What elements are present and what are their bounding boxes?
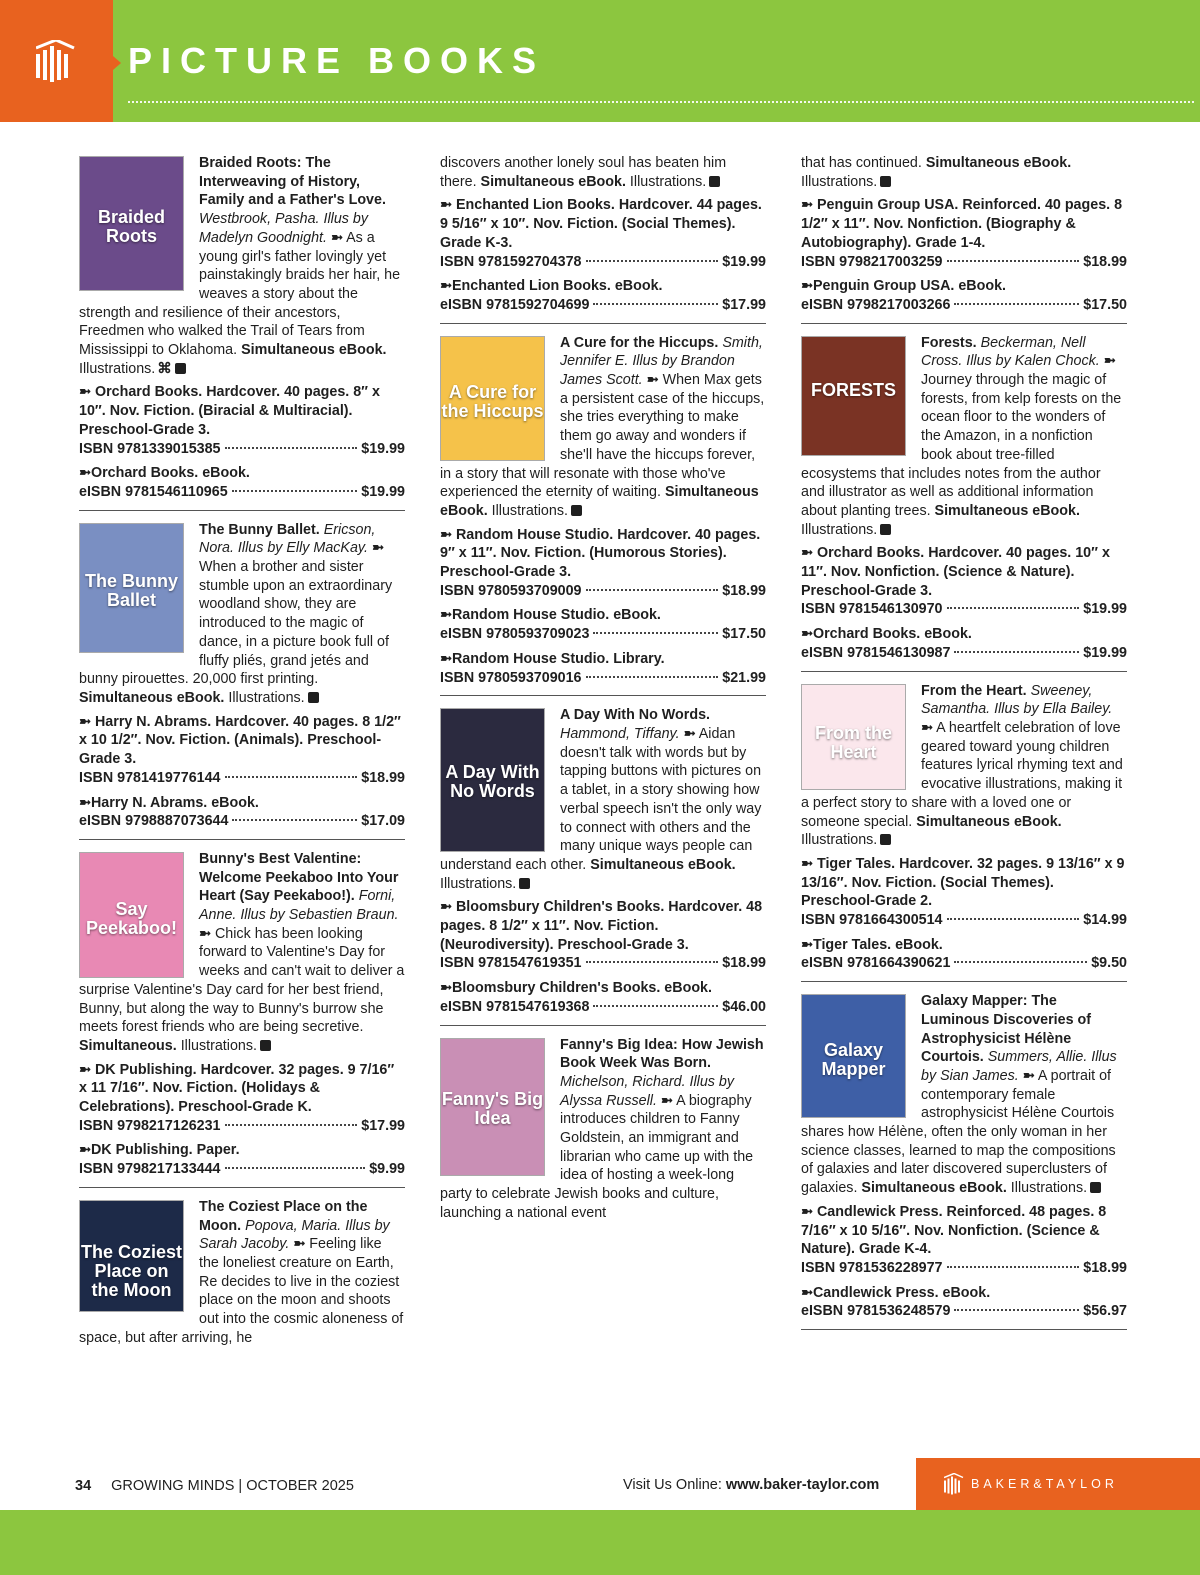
simultaneous-label: Simultaneous eBook.	[861, 1180, 1007, 1197]
arrow-icon: ➼	[921, 719, 933, 736]
dot-leader	[954, 961, 1087, 963]
dot-leader	[954, 303, 1079, 305]
illustrations-icon	[709, 176, 720, 187]
price: $18.99	[361, 769, 405, 786]
dot-leader	[593, 1005, 718, 1007]
book-title[interactable]: Galaxy Mapper: The Luminous Discoveries of Astrophysicist Hélène Courtois.	[921, 993, 1092, 1066]
book-title[interactable]: The Bunny Ballet.	[199, 521, 320, 538]
price: $17.50	[1083, 296, 1127, 313]
book-title[interactable]: From the Heart.	[921, 682, 1027, 699]
format-line	[801, 544, 1127, 600]
illustrations-label: Illustrations.	[801, 832, 878, 849]
price: $18.99	[1083, 253, 1127, 270]
dot-leader	[954, 1309, 1079, 1311]
description-lead: A portrait of	[1037, 1067, 1112, 1084]
arrow-icon: ➼	[660, 1092, 673, 1109]
format-line	[79, 383, 405, 439]
arrow-icon: ➼	[79, 713, 91, 730]
format-line	[79, 1141, 405, 1160]
cover-title: Say Peekaboo!	[85, 899, 178, 939]
isbn: eISBN 9798887073644	[79, 813, 229, 830]
illustrations-icon	[175, 363, 186, 374]
book-author: Hammond, Tiffany.	[560, 725, 680, 742]
arrow-icon: ➼	[440, 526, 452, 543]
format-line	[79, 794, 405, 813]
continued-text	[801, 154, 1127, 191]
format-text: Penguin Group USA. eBook.	[812, 278, 1006, 295]
isbn-row[interactable]	[440, 998, 766, 1017]
isbn-row[interactable]	[79, 1160, 405, 1179]
arrow-icon: ➼	[440, 650, 452, 667]
book-entry	[440, 334, 766, 697]
dot-leader	[586, 676, 719, 678]
description-text: doesn't talk with words but by tapping buttons with pictures on a tablet, in a story showing how verbal speech isn't the only way to connect with others and the many unique ways people can understand each other.	[440, 744, 762, 873]
format-line	[801, 855, 1127, 911]
arrow-icon: ➼	[1103, 353, 1116, 370]
isbn-row[interactable]	[79, 812, 405, 831]
section-title: PICTURE BOOKS	[128, 40, 546, 81]
dot-leader	[947, 918, 1080, 920]
illustrations-label: Illustrations.	[79, 360, 156, 377]
price: $17.99	[361, 1117, 405, 1134]
format-text: Harry N. Abrams. eBook.	[90, 794, 259, 811]
arrow-icon: ➼	[199, 925, 211, 942]
isbn-row[interactable]	[440, 296, 766, 315]
format-text: Random House Studio. Library.	[451, 650, 665, 667]
illustrations-label: Illustrations.	[1010, 1180, 1088, 1197]
cover-title: From the Heart	[814, 723, 892, 763]
book-cover[interactable]	[440, 1038, 545, 1176]
dot-leader	[225, 776, 358, 778]
brand-logo	[0, 0, 113, 122]
cover-title: FORESTS	[810, 380, 896, 401]
isbn: eISBN 9781592704699	[440, 296, 590, 313]
isbn-row[interactable]	[440, 253, 766, 272]
arrow-icon: ➼	[801, 936, 813, 953]
price: $18.99	[722, 955, 766, 972]
price: $19.99	[361, 440, 405, 457]
illustrations-icon	[880, 176, 891, 187]
book-cover[interactable]	[79, 156, 184, 291]
illustrations-label: Illustrations.	[491, 502, 568, 519]
continued-entry	[801, 154, 1127, 324]
format-line	[801, 277, 1127, 296]
price: $17.50	[722, 626, 766, 643]
footer-publication	[75, 1478, 354, 1494]
dot-leader	[225, 447, 358, 449]
description-lead: When Max gets a persistent	[560, 372, 762, 407]
isbn-row[interactable]	[440, 954, 766, 973]
price: $9.99	[369, 1161, 405, 1178]
isbn: ISBN 9781339015385	[79, 440, 221, 457]
footer-bar	[0, 1510, 1200, 1575]
continued-entry	[440, 154, 766, 324]
format-text: Harry N. Abrams. Hardcover. 40 pages. 8 1/2″ x 10 1/2″. Nov. Fiction. (Animals). Preschool-Grade 3.	[79, 713, 401, 768]
format-line	[801, 1203, 1127, 1259]
format-text: Bloomsbury Children's Books. Hardcover. 48 pages. 8 1/2″ x 11″. Nov. Fiction. (Neurodiversity). Preschool-Grade 3.	[440, 899, 763, 953]
simultaneous-label: Simultaneous eBook.	[934, 502, 1080, 519]
cover-title: Fanny's Big Idea	[441, 1089, 544, 1129]
isbn: eISBN 9781664390621	[801, 955, 951, 972]
book-author: Ericson, Nora. Illus by Elly MacKay.	[199, 521, 376, 557]
columns-logo-icon	[944, 1473, 964, 1495]
dot-leader	[947, 260, 1080, 262]
description-text: the loneliest creature on Earth, Re decides to live in the coziest place on the moon and shoots out into the cosmic aloneness of space, but after arriving, he	[79, 1254, 404, 1346]
publication-name: GROWING MINDS | OCTOBER 2025	[111, 1478, 354, 1494]
illustrations-icon	[880, 524, 891, 535]
isbn: eISBN 9781546130987	[801, 644, 951, 661]
isbn-row[interactable]	[79, 1117, 405, 1136]
book-cover[interactable]	[79, 852, 184, 978]
book-entry	[801, 682, 1127, 983]
isbn: ISBN 9781536228977	[801, 1259, 943, 1276]
dot-leader	[593, 632, 718, 634]
arrow-icon: ➼	[371, 540, 384, 557]
price: $56.97	[1083, 1303, 1127, 1320]
isbn: ISBN 9781547619351	[440, 955, 582, 972]
arrow-icon: ➼	[79, 1061, 91, 1078]
book-entry	[440, 1036, 766, 1231]
arrow-icon: ➼	[801, 197, 813, 214]
column-1	[79, 154, 405, 1365]
isbn: ISBN 9781664300514	[801, 912, 943, 929]
format-line	[79, 1061, 405, 1117]
isbn-row[interactable]	[79, 769, 405, 788]
book-entry	[440, 706, 766, 1025]
price: $17.09	[361, 813, 405, 830]
dot-leader	[947, 607, 1080, 609]
illustrations-label: Illustrations.	[180, 1037, 257, 1054]
book-cover[interactable]	[440, 708, 545, 852]
simultaneous-label: Simultaneous.	[79, 1037, 177, 1054]
format-text: Enchanted Lion Books. eBook.	[451, 278, 663, 295]
format-text: Random House Studio. eBook.	[451, 607, 661, 624]
illustrations-label: Illustrations.	[801, 521, 878, 538]
illustrations-label: Illustrations.	[228, 689, 305, 706]
dot-leader	[586, 260, 719, 262]
arrow-icon: ➼	[440, 278, 452, 295]
book-author: Smith, Jennifer E. Illus by Brandon James Scott.	[560, 334, 763, 389]
format-text: Orchard Books. Hardcover. 40 pages. 8″ x 10″. Nov. Fiction. (Biracial & Multiracial). Preschool-Grade 3.	[79, 384, 380, 438]
book-title[interactable]: Bunny's Best Valentine: Welcome Peekaboo Into Your Heart (Say Peekaboo!).	[199, 850, 399, 905]
arrow-icon: ➼	[801, 626, 813, 643]
format-text: Tiger Tales. eBook.	[812, 936, 943, 953]
format-text: Random House Studio. Hardcover. 40 pages. 9″ x 11″. Nov. Fiction. (Humorous Stories). Preschool-Grade 3.	[440, 526, 761, 581]
format-line	[801, 936, 1127, 955]
simultaneous-label: Simultaneous eBook.	[79, 689, 225, 706]
description-lead: A heartfelt celebration of	[936, 719, 1091, 736]
book-title[interactable]: A Cure for the Hiccups.	[560, 334, 719, 351]
arrow-icon: ➼	[79, 465, 91, 482]
book-title[interactable]: A Day With No Words.	[560, 707, 710, 724]
arrow-icon: ➼	[79, 1142, 91, 1159]
isbn-row[interactable]	[79, 483, 405, 502]
format-line	[440, 898, 766, 954]
description-text: love geared toward young children features lyrical rhyming text and evocative illustrations, making it a perfect story to share with a loved one or someone special.	[801, 719, 1123, 830]
dot-leader	[232, 490, 358, 492]
format-line	[79, 713, 405, 769]
illustrations-icon	[571, 505, 582, 516]
format-text: DK Publishing. Hardcover. 32 pages. 9 7/16″ x 11 7/16″. Nov. Fiction. (Holidays & Celebrations). Preschool-Grade K.	[79, 1061, 395, 1116]
book-entry	[79, 1198, 405, 1356]
column-3	[801, 154, 1127, 1340]
isbn: ISBN 9798217003259	[801, 253, 943, 270]
simultaneous-label: Simultaneous eBook.	[241, 342, 387, 359]
header-divider	[128, 101, 1194, 103]
isbn-row[interactable]	[801, 911, 1127, 930]
arrow-icon: ➼	[79, 384, 91, 401]
book-entry	[801, 992, 1127, 1330]
dot-leader	[586, 961, 719, 963]
price: $21.99	[722, 669, 766, 686]
dot-leader	[954, 651, 1079, 653]
isbn-row[interactable]	[801, 296, 1127, 315]
isbn: ISBN 9780593709009	[440, 582, 582, 599]
isbn: ISBN 9781592704378	[440, 253, 582, 270]
book-entry	[801, 334, 1127, 672]
isbn: ISBN 9798217126231	[79, 1117, 221, 1134]
description-text: children to Fanny Goldstein, an immigrant and librarian who came up with the idea of hosting a week-long party to celebrate Jewish books and culture, launching a national event	[440, 1111, 754, 1221]
isbn-row[interactable]	[801, 1302, 1127, 1321]
format-line	[801, 196, 1127, 252]
isbn-row[interactable]	[440, 582, 766, 601]
arrow-icon: ➼	[683, 725, 696, 742]
book-cover[interactable]	[440, 336, 545, 461]
description-lead: A biography introduces	[560, 1092, 752, 1128]
book-title[interactable]: Forests.	[921, 334, 977, 351]
column-2	[440, 154, 766, 1241]
dot-leader	[586, 589, 719, 591]
book-cover[interactable]	[801, 336, 906, 456]
website-link[interactable]: www.baker-taylor.com	[725, 1477, 880, 1493]
format-line	[440, 277, 766, 296]
price: $46.00	[722, 998, 766, 1015]
book-author: Popova, Maria. Illus by Sarah Jacoby.	[199, 1217, 390, 1253]
isbn: eISBN 9780593709023	[440, 626, 590, 643]
cover-title: A Cure for the Hiccups	[441, 382, 544, 422]
arrow-icon: ➼	[440, 197, 452, 214]
format-line	[440, 196, 766, 252]
description-lead: When a brother and sister	[199, 559, 364, 576]
book-entry	[79, 521, 405, 840]
isbn-row[interactable]	[801, 954, 1127, 973]
description-lead: Feeling like	[309, 1236, 382, 1253]
description-lead: Aidan	[698, 725, 736, 742]
continued-text	[440, 154, 766, 191]
isbn-row[interactable]	[801, 600, 1127, 619]
arrow-icon: ➼	[1022, 1067, 1035, 1084]
illustrations-icon	[260, 1040, 271, 1051]
cover-title: Galaxy Mapper	[821, 1040, 886, 1080]
description-text: of forests, from kelp forests on the ocean floor to the wonders of the Amazon, in a nonfiction book about tree-filled ecosystems that includes notes from the author and illustrator as well as additional information about planting trees.	[801, 372, 1122, 519]
format-text: DK Publishing. Paper.	[90, 1142, 240, 1159]
book-author: Forni, Anne. Illus by Sebastien Braun.	[199, 888, 399, 924]
book-author: Michelson, Richard. Illus by Alyssa Russell.	[560, 1073, 735, 1109]
price: $19.99	[1083, 644, 1127, 661]
arrow-icon: ➼	[801, 545, 813, 562]
footer-visit	[623, 1477, 879, 1493]
price: $14.99	[1083, 912, 1127, 929]
arrow-icon: ➼	[801, 278, 813, 295]
description-lead: Journey through the magic	[921, 372, 1091, 389]
illustrations-icon	[1090, 1182, 1101, 1193]
format-line	[79, 464, 405, 483]
isbn: ISBN 9781546130970	[801, 601, 943, 618]
arrow-icon: ➼	[646, 372, 659, 389]
columns-logo-icon	[36, 40, 76, 82]
description-text: discovers another lonely soul has beaten him there.	[440, 155, 727, 190]
description-text: stumble upon an extraordinary woodland show, they are introduced to the magic of dance, in a picture book full of fluffy pliés, grand jetés and bunny pirouettes. 20,000 first printing.	[79, 577, 393, 688]
illustrations-icon	[308, 692, 319, 703]
isbn-row[interactable]	[801, 253, 1127, 272]
arrow-icon: ➼	[293, 1236, 306, 1253]
illustrations-icon	[880, 834, 891, 845]
description-text: young girl's father lovingly yet painstakingly braids her hair, he weaves a story about the strength and resilience of their ancestors, Freedmen who walked the Trail of Tears from Mississippi to Oklahoma.	[79, 248, 401, 359]
book-author: Westbrook, Pasha. Illus by Madelyn Goodnight.	[199, 211, 368, 246]
isbn-row[interactable]	[440, 669, 766, 688]
arrow-icon: ➼	[801, 1203, 813, 1220]
dot-leader	[225, 1124, 358, 1126]
arrow-icon: ➼	[440, 607, 452, 624]
isbn: ISBN 9781419776144	[79, 769, 221, 786]
price: $19.99	[1083, 601, 1127, 618]
book-author: Sweeney, Samantha. Illus by Ella Bailey.	[921, 682, 1113, 718]
arrow-icon: ➼	[801, 855, 813, 872]
book-cover[interactable]	[79, 523, 184, 653]
brand-name: BAKER&TAYLOR	[971, 1477, 1118, 1491]
format-text: Candlewick Press. eBook.	[812, 1284, 991, 1301]
isbn-row[interactable]	[801, 644, 1127, 663]
book-entry	[79, 850, 405, 1188]
book-title[interactable]: Fanny's Big Idea: How Jewish Book Week Was Born.	[560, 1036, 764, 1072]
isbn: eISBN 9781536248579	[801, 1303, 951, 1320]
arrow-icon: ➼	[330, 229, 343, 246]
cover-title: A Day With No Words	[445, 762, 540, 802]
format-text: Orchard Books. eBook.	[812, 626, 972, 643]
simultaneous-label: Simultaneous eBook.	[925, 155, 1072, 171]
arrow-icon: ➼	[440, 980, 452, 997]
book-author: Beckerman, Nell Cross. Illus by Kalen Chock.	[921, 334, 1100, 370]
price: $19.99	[361, 483, 405, 500]
page-header	[0, 0, 1200, 122]
description-lead: As a	[346, 229, 375, 246]
format-line	[440, 526, 766, 582]
isbn: ISBN 9798217133444	[79, 1161, 221, 1178]
isbn: eISBN 9781546110965	[79, 483, 228, 500]
format-text: Bloomsbury Children's Books. eBook.	[451, 980, 712, 997]
arrow-icon: ➼	[440, 899, 452, 916]
simultaneous-label: Simultaneous eBook.	[440, 484, 759, 519]
format-text: Enchanted Lion Books. Hardcover. 44 pages. 9 5/16″ x 10″. Nov. Fiction. (Social Themes). Grade K-3.	[440, 197, 762, 251]
illustrations-label: Illustrations.	[801, 173, 878, 190]
book-author: Summers, Allie. Illus by Sian James.	[921, 1049, 1117, 1084]
price: $18.99	[722, 582, 766, 599]
isbn: eISBN 9798217003266	[801, 296, 951, 313]
arrow-icon: ➼	[79, 794, 91, 811]
price: $9.50	[1091, 955, 1127, 972]
footer-brand-logo	[916, 1458, 1200, 1510]
description-text: contemporary female astrophysicist Hélène Courtois shares how Hélène, often the only woman in her science classes, learned to map the compositions of galaxies and later discovered superclusters of galaxies.	[801, 1086, 1116, 1197]
format-text: Penguin Group USA. Reinforced. 40 pages. 8 1/2″ x 11″. Nov. Nonfiction. (Biography & Autobiography). Grade 1-4.	[801, 197, 1123, 251]
format-line	[440, 979, 766, 998]
price: $19.99	[722, 253, 766, 270]
isbn-row[interactable]	[440, 625, 766, 644]
book-cover[interactable]	[801, 684, 906, 790]
price: $17.99	[722, 296, 766, 313]
isbn-row[interactable]	[79, 440, 405, 459]
dot-leader	[225, 1167, 366, 1169]
isbn: ISBN 9780593709016	[440, 669, 582, 686]
price: $18.99	[1083, 1259, 1127, 1276]
book-title[interactable]: Braided Roots: The Interweaving of History, Family and a Father's Love.	[199, 155, 386, 209]
isbn-row[interactable]	[801, 1259, 1127, 1278]
description-text: looking forward to Valentine's Day for weeks and can't wait to deliver a surprise Valentine's Day card for her best friend, Bunny, but along the way to Bunny's burrow she meets forest friends who are being secretive.	[79, 925, 405, 1036]
format-line	[440, 606, 766, 625]
illustrations-label: Illustrations.	[440, 875, 517, 892]
format-line	[801, 1284, 1127, 1303]
illustrations-label: Illustrations.	[629, 173, 707, 190]
header-arrow-icon	[113, 56, 121, 70]
illustrations-icon	[519, 878, 530, 889]
cover-title: The Coziest Place on the Moon	[80, 1241, 182, 1300]
format-text: Tiger Tales. Hardcover. 32 pages. 9 13/16″ x 9 13/16″. Nov. Fiction. (Social Themes). Preschool-Grade 2.	[801, 855, 1125, 910]
visit-label: Visit Us Online:	[623, 1477, 722, 1493]
book-cover[interactable]	[79, 1200, 184, 1312]
dot-leader	[593, 303, 718, 305]
isbn: eISBN 9781547619368	[440, 998, 590, 1015]
format-text: Orchard Books. eBook.	[90, 465, 250, 482]
description-lead: Chick has been	[214, 925, 314, 942]
cover-title: Braided Roots	[97, 206, 166, 246]
format-text: Orchard Books. Hardcover. 40 pages. 10″ x 11″. Nov. Nonfiction. (Science & Nature). Preschool-Grade 3.	[801, 545, 1110, 599]
book-title[interactable]: The Coziest Place on the Moon.	[199, 1198, 368, 1234]
format-line	[801, 625, 1127, 644]
cover-title: The Bunny Ballet	[85, 571, 178, 611]
description-text: that has continued.	[801, 155, 922, 171]
simultaneous-label: Simultaneous eBook.	[480, 173, 626, 190]
book-entry	[79, 154, 405, 511]
format-symbol: ⌘	[157, 360, 172, 377]
simultaneous-label: Simultaneous eBook.	[916, 813, 1062, 830]
dot-leader	[232, 819, 357, 821]
arrow-icon: ➼	[801, 1284, 813, 1301]
book-cover[interactable]	[801, 994, 906, 1118]
format-text: Candlewick Press. Reinforced. 48 pages. 8 7/16″ x 10 5/16″. Nov. Nonfiction. (Science & Nature). Grade K-4.	[801, 1203, 1107, 1258]
simultaneous-label: Simultaneous eBook.	[590, 856, 736, 873]
description-text: case of the hiccups, she tries everything to make them go away and wonders if she'll have the hiccups forever, in a story that will resonate with those who've experienced the eternity of waiting.	[440, 390, 765, 501]
page-number: 34	[75, 1478, 92, 1494]
dot-leader	[947, 1266, 1080, 1268]
format-line	[440, 650, 766, 669]
